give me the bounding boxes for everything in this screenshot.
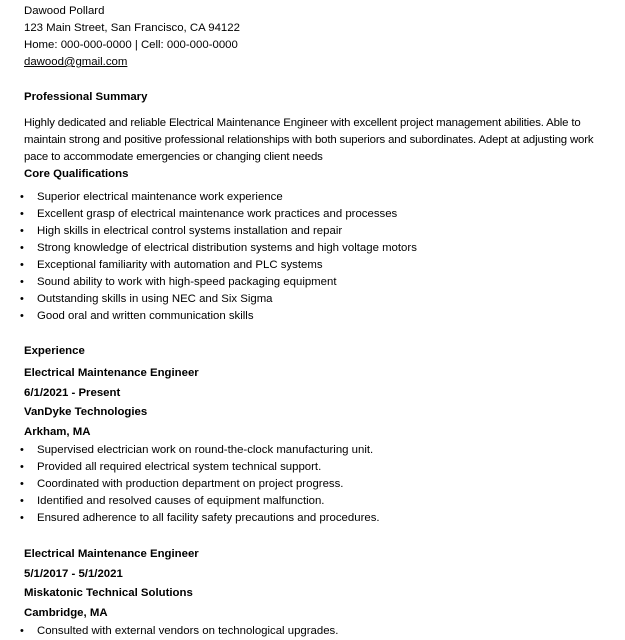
list-item: • Ensured adherence to all facility safety precautions and procedures. bbox=[24, 510, 620, 527]
list-item: • High skills in electrical control systems installation and repair bbox=[24, 223, 620, 240]
qualifications-list bbox=[20, 189, 620, 325]
bullet-icon: • bbox=[20, 495, 24, 507]
bullet-icon: • bbox=[20, 191, 24, 203]
contact-name: Dawood Pollard bbox=[24, 5, 105, 17]
job-location: Arkham, MA bbox=[24, 425, 91, 438]
list-item: • Consulted with external vendors on technological upgrades. bbox=[24, 623, 620, 640]
job-entry bbox=[20, 364, 620, 527]
list-item: • Exceptional familiarity with automation and PLC systems bbox=[24, 257, 620, 274]
job-title: Electrical Maintenance Engineer bbox=[24, 548, 199, 560]
list-item: • Supervised electrician work on round-the-clock manufacturing unit. bbox=[24, 442, 620, 459]
list-item: • Strong knowledge of electrical distribution systems and high voltage motors bbox=[24, 240, 620, 257]
list-item: • Coordinated with production department on project progress. bbox=[24, 476, 620, 493]
bullet-icon: • bbox=[20, 276, 24, 288]
summary-heading: Professional Summary bbox=[24, 91, 148, 103]
list-item: • Sound ability to work with high-speed packaging equipment bbox=[24, 274, 620, 291]
bullet-icon: • bbox=[20, 225, 24, 237]
bullet-icon: • bbox=[20, 478, 24, 490]
job-dates: 6/1/2021 - Present bbox=[24, 386, 121, 399]
job-company: Miskatonic Technical Solutions bbox=[24, 587, 193, 599]
list-item: • Identified and resolved causes of equipment malfunction. bbox=[24, 493, 620, 510]
bullet-icon: • bbox=[20, 242, 24, 254]
job-location: Cambridge, MA bbox=[24, 606, 108, 619]
bullet-icon: • bbox=[20, 259, 24, 271]
qualifications-heading: Core Qualifications bbox=[24, 168, 129, 180]
list-item: • Provided all required electrical system technical support. bbox=[24, 459, 620, 476]
list-item: • Good oral and written communication skills bbox=[24, 308, 620, 325]
bullet-icon: • bbox=[20, 293, 24, 305]
summary-text: Highly dedicated and reliable Electrical Maintenance Engineer with excellent project management abilities. Able to maintain strong and positive professional relationships with both superiors and subordinates. Adept at adjusting work pace to accommodate emergencies or changing client needs bbox=[24, 117, 594, 163]
spacer bbox=[24, 527, 620, 545]
bullet-icon: • bbox=[20, 461, 24, 473]
bullet-icon: • bbox=[20, 625, 24, 637]
experience-heading: Experience bbox=[24, 345, 85, 357]
bullet-icon: • bbox=[20, 512, 24, 524]
spacer bbox=[24, 325, 620, 343]
bullet-icon: • bbox=[20, 208, 24, 220]
job-bullets bbox=[20, 623, 620, 640]
list-item: • Outstanding skills in using NEC and Six Sigma bbox=[24, 291, 620, 308]
spacer bbox=[24, 106, 620, 115]
resume-document bbox=[20, 3, 620, 640]
job-company: VanDyke Technologies bbox=[24, 406, 148, 418]
job-dates: 5/1/2017 - 5/1/2021 bbox=[24, 567, 123, 580]
bullet-icon: • bbox=[20, 310, 24, 322]
contact-phones: Home: 000-000-0000 | Cell: 000-000-0000 bbox=[24, 39, 238, 51]
contact-address: 123 Main Street, San Francisco, CA 94122 bbox=[24, 22, 240, 34]
job-bullets bbox=[20, 442, 620, 527]
bullet-icon: • bbox=[20, 444, 24, 456]
spacer bbox=[24, 71, 620, 89]
job-title: Electrical Maintenance Engineer bbox=[24, 367, 199, 379]
job-entry bbox=[20, 545, 620, 640]
list-item: • Excellent grasp of electrical maintenance work practices and processes bbox=[24, 206, 620, 223]
list-item: • Superior electrical maintenance work experience bbox=[24, 189, 620, 206]
contact-email-link[interactable]: dawood@gmail.com bbox=[24, 56, 128, 68]
